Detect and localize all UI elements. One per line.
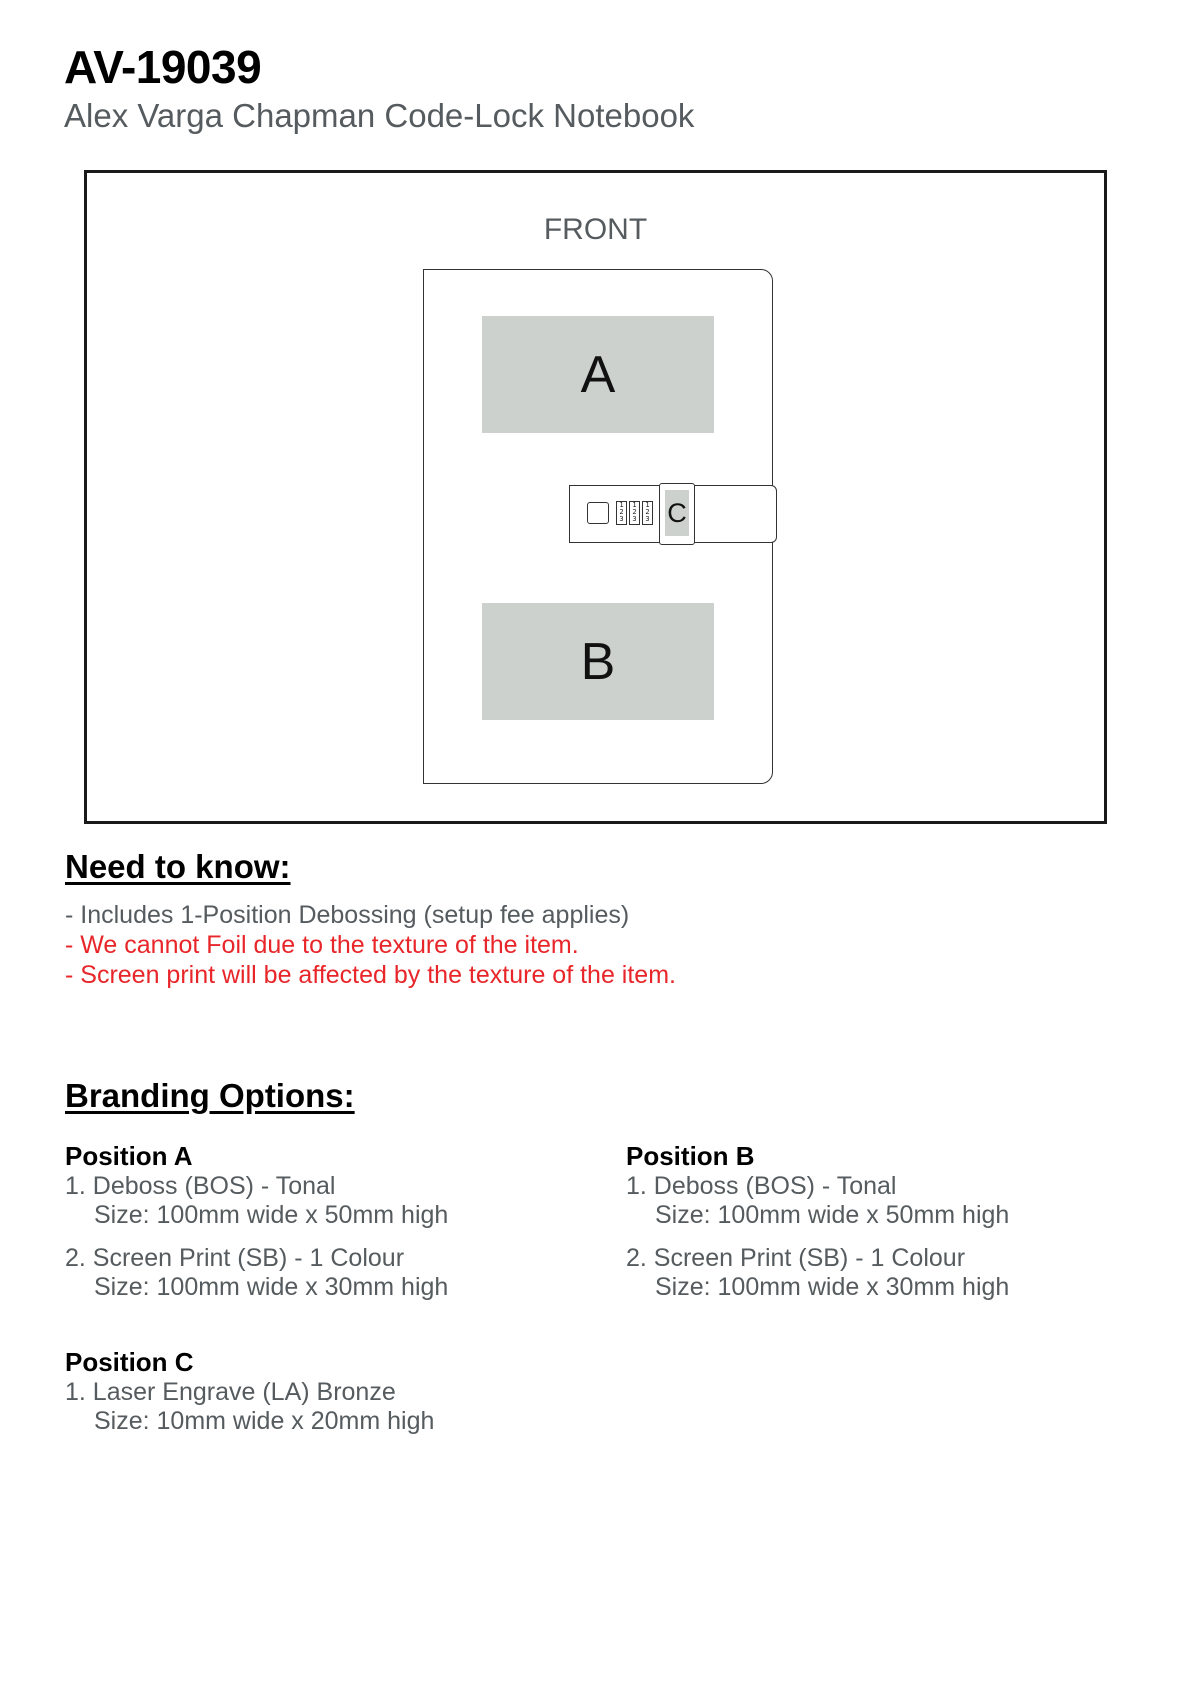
option-size: Size: 100mm wide x 30mm high	[655, 1273, 1010, 1301]
position-a-area: A	[482, 316, 714, 433]
combination-wheel: 1 2 3	[629, 501, 640, 525]
note-item: - Includes 1-Position Debossing (setup fee applies)	[65, 901, 630, 929]
option-size: Size: 100mm wide x 50mm high	[655, 1201, 1010, 1229]
lock-clasp	[659, 483, 695, 545]
diagram-frame	[84, 170, 1107, 824]
position-c-options	[65, 1347, 565, 1436]
lock-button-icon	[587, 502, 609, 524]
position-c-area: C	[665, 490, 689, 536]
option-size: Size: 100mm wide x 30mm high	[94, 1273, 449, 1301]
position-a-title: Position A	[65, 1141, 193, 1171]
need-to-know-heading: Need to know:	[65, 848, 291, 885]
product-code: AV-19039	[64, 41, 262, 93]
option-method: 1. Laser Engrave (LA) Bronze	[65, 1378, 396, 1406]
option-method: 2. Screen Print (SB) - 1 Colour	[65, 1244, 405, 1272]
option-method: 1. Deboss (BOS) - Tonal	[65, 1172, 336, 1200]
product-name: Alex Varga Chapman Code-Lock Notebook	[64, 97, 695, 134]
combination-wheel: 1 2 3	[616, 501, 627, 525]
position-c-title: Position C	[65, 1347, 194, 1377]
note-warning: - We cannot Foil due to the texture of the item.	[65, 931, 579, 959]
need-to-know-notes	[65, 900, 676, 990]
branding-options-heading: Branding Options:	[65, 1077, 355, 1114]
option-size: Size: 10mm wide x 20mm high	[94, 1407, 435, 1435]
option-method: 1. Deboss (BOS) - Tonal	[626, 1172, 897, 1200]
position-b-area: B	[482, 603, 714, 720]
code-lock	[569, 485, 777, 543]
combination-wheel: 1 2 3	[642, 501, 653, 525]
option-size: Size: 100mm wide x 50mm high	[94, 1201, 449, 1229]
position-b-title: Position B	[626, 1141, 755, 1171]
position-a-options	[65, 1141, 565, 1302]
position-b-options	[626, 1141, 1126, 1302]
view-label: FRONT	[543, 213, 648, 246]
option-method: 2. Screen Print (SB) - 1 Colour	[626, 1244, 966, 1272]
note-warning: - Screen print will be affected by the texture of the item.	[65, 961, 676, 989]
